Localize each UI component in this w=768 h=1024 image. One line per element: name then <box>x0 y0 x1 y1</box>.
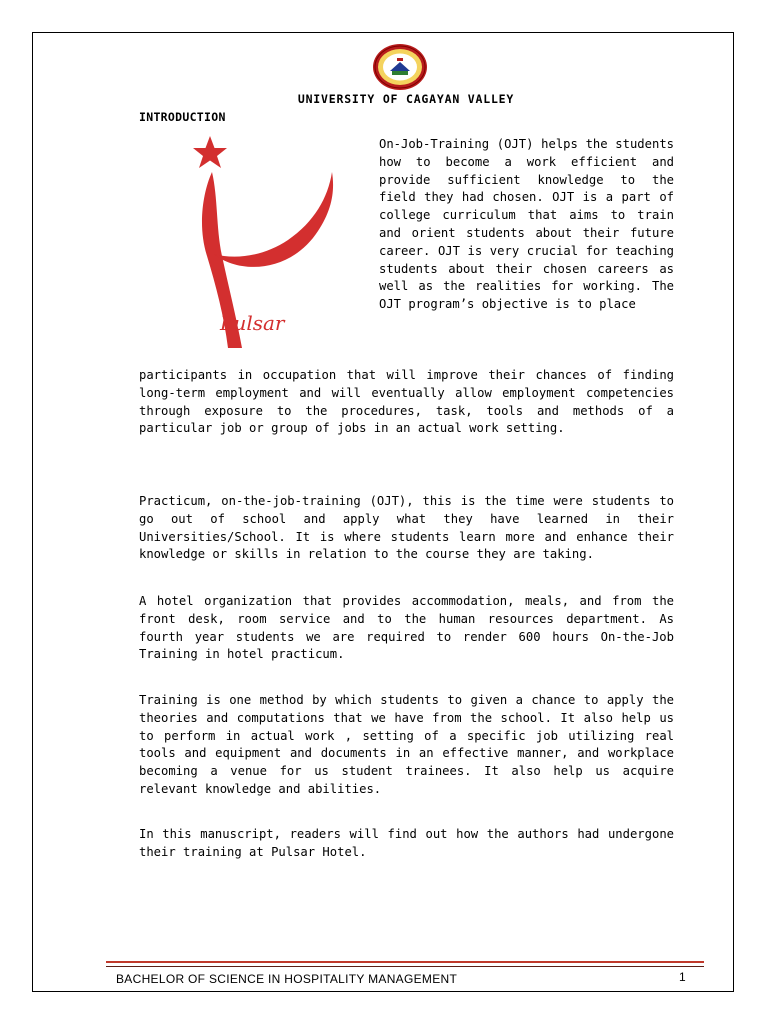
footer-divider-top <box>106 961 704 963</box>
section-heading: INTRODUCTION <box>139 110 226 124</box>
intro-text-continued: participants in occupation that will improve their chances of finding long-term employment and will eventually allow employment competencies through exposure to the procedures, task, tools and methods of a particular job or group of jobs in an actual work setting. <box>139 368 674 436</box>
university-seal-icon <box>370 42 430 92</box>
paragraph-practicum: Practicum, on-the-job-training (OJT), this is the time were students to go out of school and apply what they have learned in their Universities/School. It is where students learn more and enhance their knowledge or skills in relation to the course they are taking. <box>139 494 674 562</box>
pulsar-logo <box>190 136 340 356</box>
star-icon <box>193 136 227 168</box>
logo-wordmark: Pulsar <box>220 311 285 335</box>
paragraph-training: Training is one method by which students to given a chance to apply the theories and computations that we have from the school. It also help us to perform in actual work , setting of a specific job utilizing real tools and equipment and documents in an effective manner, and workplace becoming a venue for us student trainees. It also help us acquire relevant knowledge and abilities. <box>139 693 674 796</box>
paragraph-hotel-organization: A hotel organization that provides accommodation, meals, and from the front desk, room service and to the human resources department. As fourth year students we are required to render 600 hours On-the-Job Training in hotel practicum. <box>139 594 674 662</box>
paragraph-manuscript: In this manuscript, readers will find out how the authors had undergone their training at Pulsar Hotel. <box>139 827 674 859</box>
footer-divider-bottom <box>106 966 704 967</box>
footer-program-name: BACHELOR OF SCIENCE IN HOSPITALITY MANAGEMENT <box>116 972 458 986</box>
intro-text-right-column: On-Job-Training (OJT) helps the students how to become a work efficient and provide sufficient knowledge to the field they had chosen. OJT is a part of college curriculum that aims to train and orient students about their future career. OJT is very crucial for teaching students about their chosen careers as well as the realities for working. The OJT program’s objective is to place <box>379 137 674 312</box>
university-title: UNIVERSITY OF CAGAYAN VALLEY <box>297 92 515 106</box>
page-number: 1 <box>679 970 686 984</box>
